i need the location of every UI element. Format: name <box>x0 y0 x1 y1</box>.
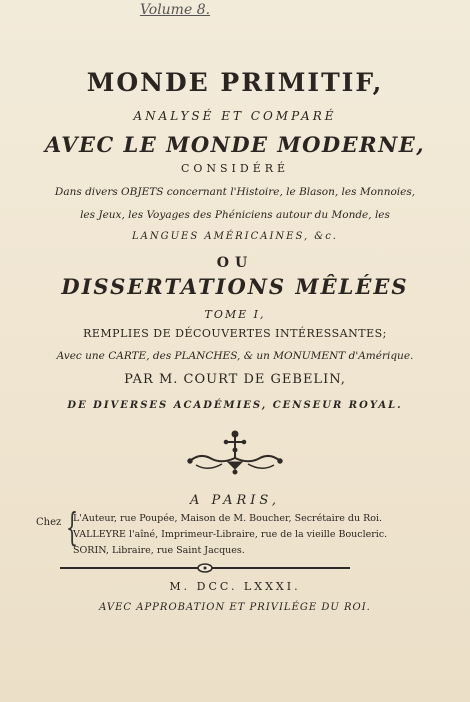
remplies-line: REMPLIES DE DÉCOUVERTES INTÉRESSANTES; <box>83 327 387 340</box>
publication-date: M. DCC. LXXXI. <box>169 580 301 593</box>
subtitle-considere: CONSIDÉRÉ <box>180 162 290 175</box>
author-line: PAR M. COURT DE GEBELIN, <box>124 372 346 387</box>
approbation-line: AVEC APPROBATION ET PRIVILÉGE DU ROI. <box>99 602 371 613</box>
description-line-3: LANGUES AMÉRICAINES, &c. <box>131 231 338 242</box>
printers-ornament <box>0 428 470 488</box>
description-line-2: les Jeux, les Voyages des Phéniciens autour du Monde, les <box>80 209 390 221</box>
subtitle-analyse: ANALYSÉ ET COMPARÉ <box>133 109 337 123</box>
handwritten-volume-note: Volume 8. <box>139 2 211 18</box>
address-line-2: VALLEYRE l'aîné, Imprimeur-Libraire, rue de la vieille Boucleric. <box>73 529 388 540</box>
rule-ornament <box>185 562 225 574</box>
brace-symbol: { <box>66 505 79 549</box>
address-line-3: SORIN, Libraire, rue Saint Jacques. <box>73 545 245 556</box>
academies-line: DE DIVERSES ACADÉMIES, CENSEUR ROYAL. <box>67 400 403 411</box>
main-title: MONDE PRIMITIF, <box>86 68 384 97</box>
description-line-1: Dans divers OBJETS concernant l'Histoire, le Blason, les Monnoies, <box>54 186 416 198</box>
tome-number: TOME I, <box>204 308 266 321</box>
address-line-1: L'Auteur, rue Poupée, Maison de M. Boucher, Secrétaire du Roi. <box>73 513 383 524</box>
subtitle-monde-moderne: AVEC LE MONDE MODERNE, <box>44 132 426 157</box>
place-of-publication: A PARIS, <box>190 493 280 508</box>
conjunction-ou: OU <box>216 255 254 271</box>
chez-label: Chez <box>36 517 62 528</box>
dissertations-title: DISSERTATIONS MÊLÉES <box>61 274 409 299</box>
carte-line: Avec une CARTE, des PLANCHES, & un MONUMENT d'Amérique. <box>56 350 414 362</box>
